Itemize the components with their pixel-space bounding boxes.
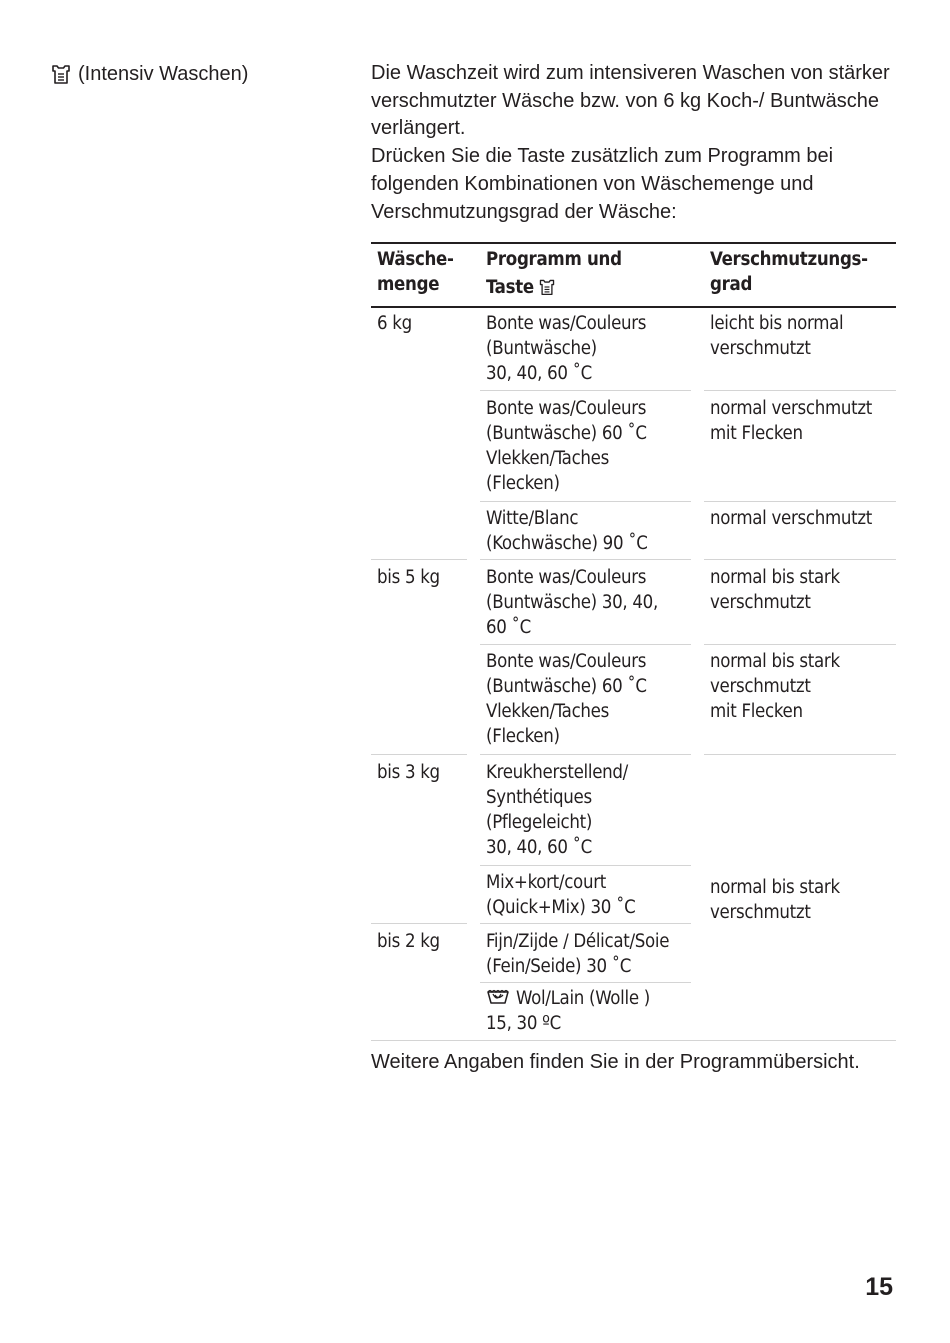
- header-amount: Wäsche- menge: [377, 249, 454, 295]
- row-separator: [704, 559, 896, 560]
- row-separator: [371, 754, 467, 755]
- soil-cell: normal bis stark verschmutzt mit Flecken: [710, 651, 840, 722]
- soil-cell: normal bis stark verschmutzt: [710, 877, 840, 923]
- intensive-wash-icon: [50, 63, 72, 85]
- intro-paragraph-2: Drücken Sie die Taste zusätzlich zum Programm bei folgenden Kombinationen von Wäschemenge und Verschmutzungsgrad der Wäsche:: [371, 145, 834, 223]
- amount-cell: bis 3 kg: [377, 762, 440, 783]
- program-cell: Bonte was/Couleurs (Buntwäsche) 30, 40, 60 ˚C: [486, 567, 658, 638]
- soil-cell: normal bis stark verschmutzt: [710, 567, 840, 613]
- row-separator: [480, 559, 691, 560]
- row-separator: [704, 390, 896, 391]
- row-separator: [480, 982, 691, 983]
- header-program: Programm und Taste: [486, 249, 622, 298]
- combination-table: [371, 242, 896, 1042]
- footnote: Weitere Angaben finden Sie in der Programmübersicht.: [371, 1051, 860, 1073]
- option-label: [50, 60, 248, 88]
- amount-cell: 6 kg: [377, 313, 412, 334]
- soil-cell: leicht bis normal verschmutzt: [710, 313, 844, 359]
- program-cell: Bonte was/Couleurs (Buntwäsche) 60 ˚C Vlekken/Taches (Flecken): [486, 398, 647, 494]
- program-cell: Fijn/Zijde / Délicat/Soie (Fein/Seide) 30 ˚C: [486, 931, 670, 977]
- intensive-wash-icon: [538, 278, 556, 296]
- table-header-rule: [371, 306, 896, 308]
- row-separator: [480, 754, 691, 755]
- intro-text: [371, 60, 901, 226]
- amount-cell: bis 5 kg: [377, 567, 440, 588]
- soil-cell: normal verschmutzt mit Flecken: [710, 398, 873, 444]
- soil-cell: normal verschmutzt: [710, 508, 873, 529]
- page-number: 15: [865, 1273, 893, 1301]
- row-separator: [704, 644, 896, 645]
- row-separator: [480, 644, 691, 645]
- row-separator: [480, 501, 691, 502]
- program-cell: Kreukherstellend/ Synthétiques (Pflegeleicht) 30, 40, 60 ˚C: [486, 762, 628, 858]
- row-separator: [480, 865, 691, 866]
- row-separator: [480, 923, 691, 924]
- intro-paragraph-1: Die Waschzeit wird zum intensiveren Waschen von stärker verschmutzter Wäsche bzw. von 6 kg Koch-/ Buntwäsche verlängert.: [371, 62, 890, 140]
- table-bottom-rule: [371, 1040, 896, 1041]
- header-soil: Verschmutzungs- grad: [710, 249, 868, 295]
- wool-wash-icon: [486, 986, 510, 1006]
- row-separator: [704, 501, 896, 502]
- amount-cell: bis 2 kg: [377, 931, 440, 952]
- program-cell: Witte/Blanc (Kochwäsche) 90 ˚C: [486, 508, 648, 554]
- option-label-text: (Intensiv Waschen): [78, 63, 249, 85]
- row-separator: [371, 923, 467, 924]
- program-cell: Mix+kort/court (Quick+Mix) 30 ˚C: [486, 872, 636, 918]
- row-separator: [480, 390, 691, 391]
- row-separator: [704, 754, 896, 755]
- program-cell: Bonte was/Couleurs (Buntwäsche) 30, 40, 60 ˚C: [486, 313, 647, 384]
- program-cell: Wol/Lain (Wolle ) 15, 30 ºC: [486, 988, 650, 1034]
- row-separator: [371, 559, 467, 560]
- table-top-rule: [371, 242, 896, 244]
- program-cell: Bonte was/Couleurs (Buntwäsche) 60 ˚C Vlekken/Taches (Flecken): [486, 651, 647, 747]
